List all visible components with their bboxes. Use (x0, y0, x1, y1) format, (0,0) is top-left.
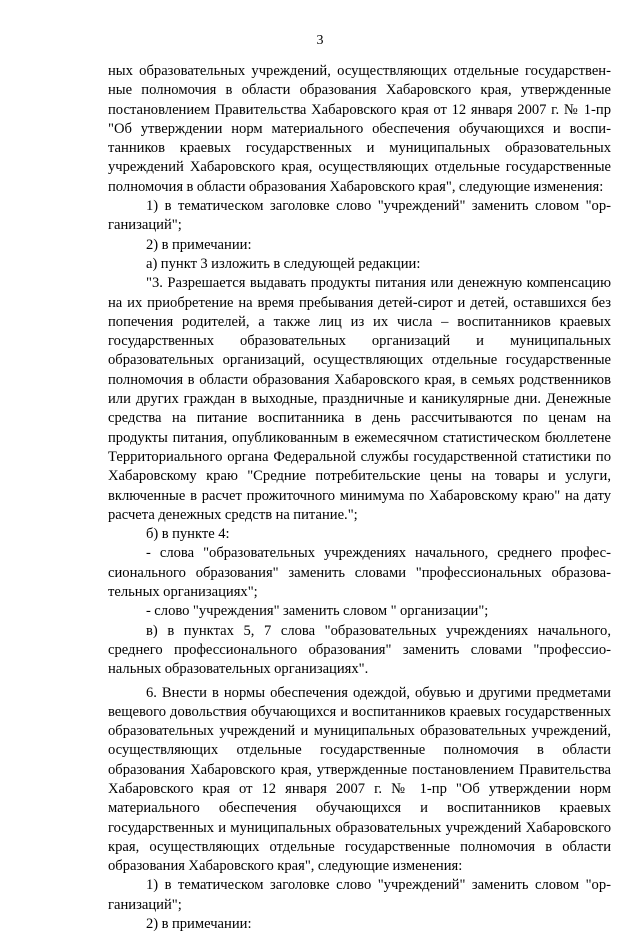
paragraph: б) в пункте 4: (146, 526, 230, 543)
paragraph: 1) в тематическом заголовке слово "учреждений" заменить словом "организаций"; (108, 198, 611, 234)
paragraph: а) пункт 3 изложить в следующей редакции: (146, 255, 421, 272)
paragraph: 1) в тематическом заголовке слово "учреждений" заменить словом "организаций"; (108, 877, 611, 913)
page-number: 3 (316, 33, 324, 48)
paragraph: ных образовательных учреждений, осуществляющих отдельные государственные полномочия в области образования Хабаровского края, утвержденные постановлением Правительства Хабаровского края от 12 января 2007 г. № 1-пр "Об утверждении норм материального обеспечения обучающихся и воспитанников краевых государственных и муниципальных образовательных учреждений Хабаровского края, осуществляющих отдельные государственные полномочия в области образования Хабаровского края", следующие изменения: (108, 63, 611, 195)
paragraph: 6. Внести в нормы обеспечения одеждой, обувью и другими предметами вещевого довольствия обучающихся и воспитанников краевых государственных образовательных учреждений и муниципальных образовательных учреждений, осуществляющих отдельные государственные полномочия в области образования Хабаровского края, утвержденные постановлением Правительства Хабаровского края от 12 января 2007 г. № 1-пр "Об утверждении норм материального обеспечения обучающихся и воспитанников краевых государственных и муниципальных образовательных учреждений Хабаровского края, осуществляющих отдельные государственные полномочия в области образования Хабаровского края", следующие изменения: (108, 684, 611, 875)
paragraph: - слово "учреждения" заменить словом " организации"; (146, 603, 489, 620)
paragraph: - слова "образовательных учреждениях начального, среднего профессионального образования" заменить словами "профессиональных образовательных организациях"; (108, 545, 611, 601)
paragraph: 2) в примечании: (146, 236, 252, 253)
paragraph: в) в пунктах 5, 7 слова "образовательных учреждениях начального, среднего профессионального образования" заменить словами "профессиональных образовательных организациях". (108, 622, 611, 678)
paragraph: 2) в примечании: (146, 916, 252, 933)
document-body (108, 62, 611, 934)
paragraph: "3. Разрешается выдавать продукты питания или денежную компенсацию на их приобретение на время пребывания детей-сирот и детей, оставшихся без попечения родителей, а также лиц из их числа – воспитанников краевых государственных образовательных организаций и муниципальных образовательных организаций, осуществляющих отдельные государственные полномочия в области образования Хабаровского края, в семьях родственников или других граждан в выходные, праздничные и каникулярные дни. Денежные средства на питание воспитанника в день рассчитываются по ценам на продукты питания, опубликованным в ежемесячном статистическом бюллетене Территориального органа Федеральной службы государственной статистики по Хабаровскому краю "Средние потребительские цены на товары и услуги, включенные в расчет прожиточного минимума по Хабаровскому краю" на дату расчета денежных средств на питание."; (108, 275, 611, 523)
